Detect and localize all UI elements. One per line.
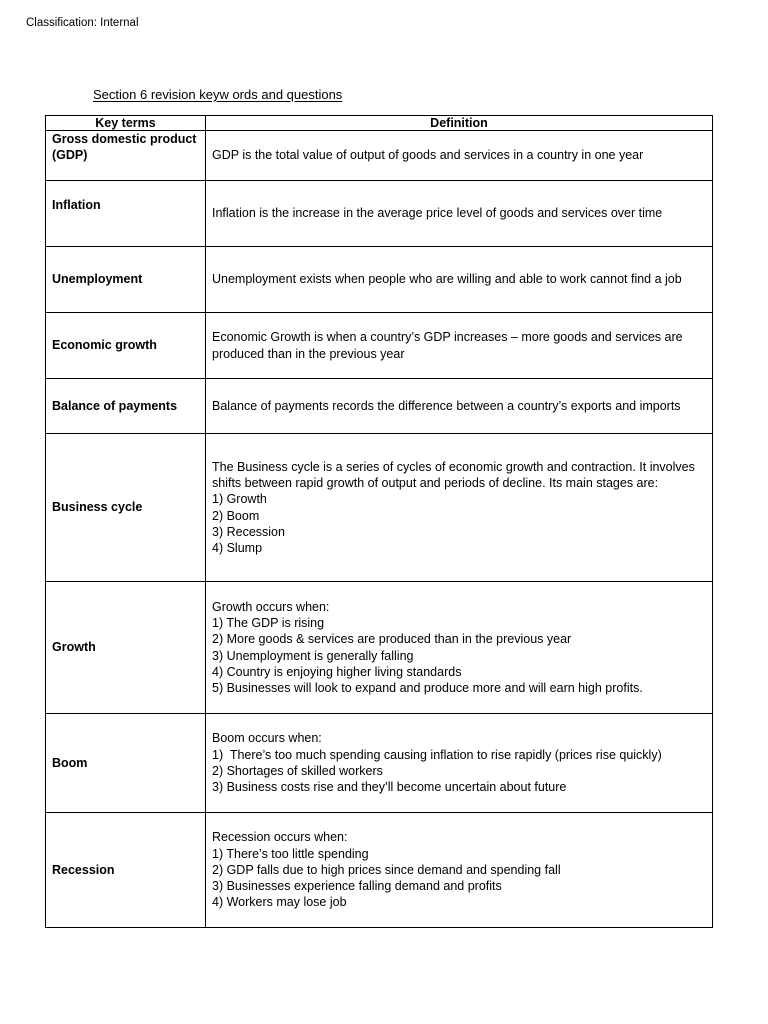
classification-label: Classification: Internal xyxy=(26,17,139,29)
definition-line: Inflation is the increase in the average price level of goods and services over time xyxy=(212,206,663,221)
table-row xyxy=(46,181,713,247)
definition-cell xyxy=(206,131,713,181)
table-row xyxy=(46,379,713,434)
definition-line: 1) There’s too much spending causing inflation to rise rapidly (prices rise quickly) xyxy=(212,747,662,762)
key-term-cell: Unemployment xyxy=(46,247,206,313)
definition-line: Unemployment exists when people who are willing and able to work cannot find a job xyxy=(212,272,682,287)
definition-line: Boom occurs when: xyxy=(212,731,322,746)
definition-line: 4) Workers may lose job xyxy=(212,895,347,910)
column-header-key-terms: Key terms xyxy=(46,116,206,131)
key-term-cell: Boom xyxy=(46,714,206,813)
definition-line: 3) Recession xyxy=(212,524,285,539)
definition-line: Balance of payments records the difference between a country’s exports and imports xyxy=(212,398,681,413)
definition-line: 4) Slump xyxy=(212,541,263,556)
definition-line: 2) Shortages of skilled workers xyxy=(212,764,383,778)
definition-line: 2) More goods & services are produced than in the previous year xyxy=(212,632,572,647)
key-term-cell: Growth xyxy=(46,582,206,714)
definition-cell xyxy=(206,434,713,582)
definition-line: 3) Unemployment is generally falling xyxy=(212,648,414,663)
table-row xyxy=(46,131,713,181)
definition-line: 1) There’s too little spending xyxy=(212,846,369,861)
table-row xyxy=(46,813,713,928)
document-title: Section 6 revision keyw ords and questions xyxy=(93,87,343,102)
definition-line: Recession occurs when: xyxy=(212,830,348,845)
key-terms-table xyxy=(45,115,713,928)
table-row xyxy=(46,247,713,313)
definition-line: 4) Country is enjoying higher living standards xyxy=(212,664,462,679)
definition-line: GDP is the total value of output of goods and services in a country in one year xyxy=(212,148,644,163)
definition-cell xyxy=(206,313,713,379)
definition-line: 5) Businesses will look to expand and produce more and will earn high profits. xyxy=(212,681,643,696)
definition-line: 1) The GDP is rising xyxy=(212,615,325,630)
definition-line: 2) GDP falls due to high prices since demand and spending fall xyxy=(212,862,561,877)
definition-line: Economic Growth is when a country’s GDP increases – more goods and services are produced than in the previous year xyxy=(212,330,687,361)
definition-cell xyxy=(206,714,713,813)
definition-line: The Business cycle is a series of cycles of economic growth and contraction. It involves shifts between rapid growth of output and periods of decline. Its main stages are: xyxy=(212,459,699,490)
column-header-definition: Definition xyxy=(206,116,713,131)
key-term-cell: Inflation xyxy=(46,181,206,247)
definition-line: 3) Business costs rise and they’ll become uncertain about future xyxy=(212,780,567,795)
key-term-cell: Business cycle xyxy=(46,434,206,582)
definition-cell xyxy=(206,582,713,714)
key-term-cell: Gross domestic product (GDP) xyxy=(46,131,206,181)
table-row xyxy=(46,582,713,714)
definition-line: 2) Boom xyxy=(212,508,260,523)
definition-cell xyxy=(206,181,713,247)
definition-cell xyxy=(206,813,713,928)
table-row xyxy=(46,434,713,582)
definition-cell xyxy=(206,379,713,434)
key-term-cell: Balance of payments xyxy=(46,379,206,434)
definition-cell xyxy=(206,247,713,313)
definition-line: Growth occurs when: xyxy=(212,599,330,614)
definition-line: 1) Growth xyxy=(212,492,267,507)
table-row xyxy=(46,714,713,813)
table-header-row xyxy=(46,116,713,131)
key-term-cell: Recession xyxy=(46,813,206,928)
definition-line: 3) Businesses experience falling demand and profits xyxy=(212,879,502,894)
table-row xyxy=(46,313,713,379)
key-term-cell: Economic growth xyxy=(46,313,206,379)
